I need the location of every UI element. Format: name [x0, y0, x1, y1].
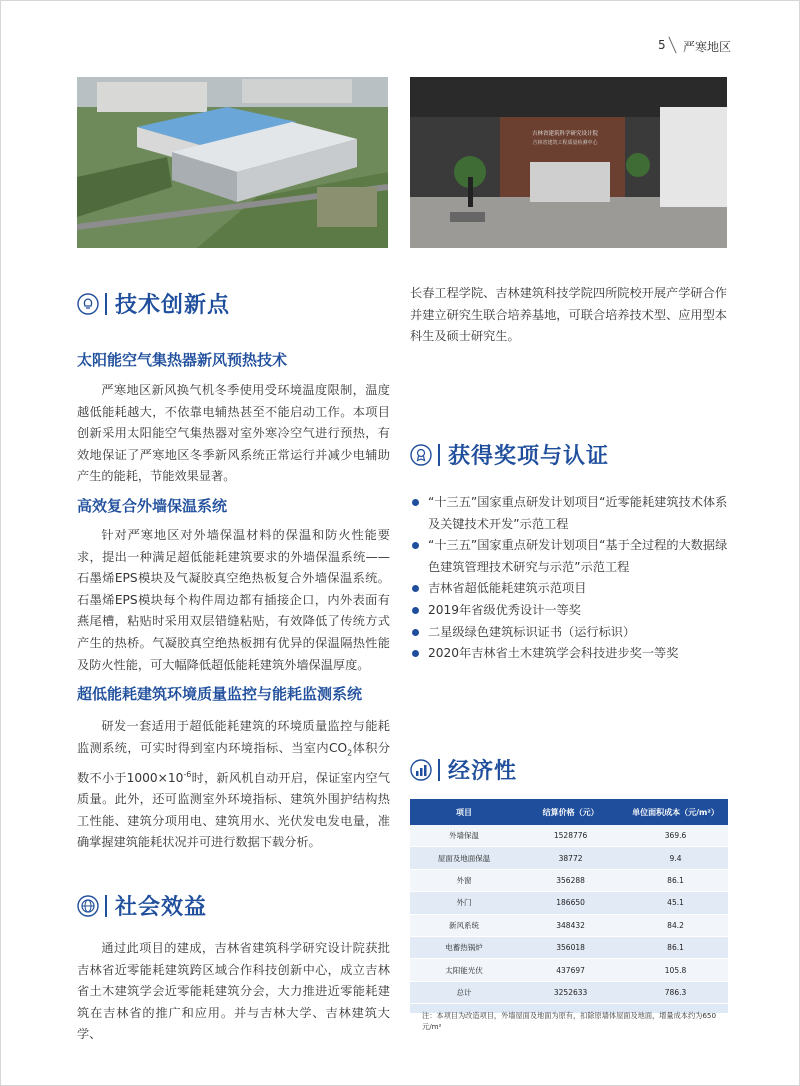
award-item: 二星级绿色建筑标识证书（运行标识）: [410, 622, 730, 644]
table-header-row: [410, 799, 728, 825]
chart-icon: [410, 759, 432, 781]
lobby-photo: [410, 77, 727, 248]
table-row: [410, 981, 728, 1003]
table-cell: 105.8: [623, 959, 728, 981]
wall-paragraph: [77, 525, 390, 676]
heading-bar: [438, 759, 440, 781]
table-cell: 电蓄热锅炉: [410, 936, 518, 958]
awards-list: [410, 492, 730, 665]
table-cell: 186650: [518, 892, 623, 914]
cost-table-panel: [410, 799, 728, 1032]
table-row: [410, 959, 728, 981]
table-row: [410, 869, 728, 891]
table-cell: 3252633: [518, 981, 623, 1003]
award-item: “十三五”国家重点研发计划项目“基于全过程的大数据绿色建筑管理技术研究与示范”示范工程: [410, 535, 730, 578]
table-cell: 84.2: [623, 914, 728, 936]
economy-heading: [410, 754, 517, 785]
table-cell: 356288: [518, 869, 623, 891]
award-item: 2019年省级优秀设计一等奖: [410, 600, 730, 622]
heading-bar: [438, 444, 440, 466]
social-continued-paragraph: [410, 283, 727, 348]
table-header-cell: 单位面积成本（元/m²）: [623, 799, 728, 825]
table-cell: 356018: [518, 936, 623, 958]
globe-icon: [77, 895, 99, 917]
tech-heading: [77, 288, 230, 319]
award-icon: [410, 444, 432, 466]
table-cell: 38772: [518, 847, 623, 869]
social-continued-text: 长春工程学院、吉林建筑科技学院四所院校开展产学研合作并建立研究生联合培养基地，可联合培养技术型、应用型本科生及硕士研究生。: [410, 286, 727, 344]
wall-heading: 高效复合外墙保温系统: [77, 497, 228, 515]
social-paragraph: [77, 938, 390, 1046]
table-cell: 9.4: [623, 847, 728, 869]
table-note: 注：本项目为改造项目，外墙屋面及地面为原有，扣除原墙体屋面及地面，增量成本约为650元/m²: [422, 1011, 717, 1032]
table-cell: 新风系统: [410, 914, 518, 936]
table-cell: 786.3: [623, 981, 728, 1003]
table-cell: 太阳能光伏: [410, 959, 518, 981]
awards-heading: [410, 439, 609, 470]
table-cell: 86.1: [623, 936, 728, 958]
economy-title: 经济性: [448, 759, 518, 784]
table-cell: 外墙保温: [410, 825, 518, 847]
heading-bar: [105, 895, 107, 917]
table-cell: 外窗: [410, 869, 518, 891]
aerial-photo: [77, 77, 388, 248]
award-item: “十三五”国家重点研发计划项目“近零能耗建筑技术体系及关键技术开发”示范工程: [410, 492, 730, 535]
table-cell: 总计: [410, 981, 518, 1003]
solar-text: 严寒地区新风换气机冬季使用受环境温度限制，温度越低能耗越大，不依靠电辅热甚至不能启动工作。本项目创新采用太阳能空气集热器对室外寒冷空气进行预热，有效地保证了严寒地区冬季新风系统正常运行并减少电辅助产生的能耗，节能效果显著。: [77, 383, 390, 484]
lightbulb-icon: [77, 293, 99, 315]
table-cell: 369.6: [623, 825, 728, 847]
monitor-paragraph: [77, 716, 390, 854]
wall-text: 针对严寒地区对外墙保温材料的保温和防火性能要求，提出一种满足超低能耗建筑要求的外墙保温系统——石墨烯EPS模块及气凝胶真空绝热板复合外墙保温系统。石墨烯EPS模块每个构件周边都有插接企口，内外表面有燕尾槽，粘贴时采用双层错缝粘贴，有效降低了传统方式产生的热桥。气凝胶真空绝热板拥有优异的保温隔热性能及防火性能，可大幅降低超低能耗建筑外墙保温厚度。: [77, 528, 390, 672]
heading-bar: [105, 293, 107, 315]
table-cell: 348432: [518, 914, 623, 936]
table-cell: 437697: [518, 959, 623, 981]
award-item: 2020年吉林省土木建筑学会科技进步奖一等奖: [410, 643, 730, 665]
page-number: 5: [658, 38, 666, 52]
table-cell: 86.1: [623, 869, 728, 891]
cost-table: [410, 799, 728, 1004]
table-cell: 1528776: [518, 825, 623, 847]
table-cell: 45.1: [623, 892, 728, 914]
award-item: 吉林省超低能耗建筑示范项目: [410, 578, 730, 600]
social-text: 通过此项目的建成，吉林省建筑科学研究设计院获批吉林省近零能耗建筑跨区域合作科技创新中心，成立吉林省土木建筑学会近零能耗建筑分会，大力推进近零能耗建筑在吉林省的推广和应用。并与吉林大学、吉林建筑大学、: [77, 941, 390, 1042]
solar-paragraph: [77, 380, 390, 488]
lobby-sign-line2: 吉林省建筑工程质量检测中心: [532, 140, 598, 146]
monitor-heading: 超低能耗建筑环境质量监控与能耗监测系统: [77, 685, 363, 703]
social-title: 社会效益: [115, 895, 208, 920]
social-heading: [77, 890, 207, 921]
header-section-name: 严寒地区: [683, 40, 732, 54]
table-row: [410, 825, 728, 847]
monitor-text: 研发一套适用于超低能耗建筑的环境质量监控与能耗监测系统，可实时得到室内环境指标、当室内$CO_2$体积分数不小于$1000\times 10^{-6}$时，新风机自动开启，保证室内空气质量。此外，还可监测室外环境指标、建筑外围护结构热工性能、建筑分项用电、建筑用水、光伏发电发电量，准确掌握建筑能耗状况并可进行数据下载分析。: [77, 719, 391, 850]
table-header-cell: 结算价格（元）: [518, 799, 623, 825]
table-header-cell: 项目: [410, 799, 518, 825]
table-row: [410, 936, 728, 958]
lobby-sign-line1: 吉林省建筑科学研究设计院: [531, 131, 598, 137]
table-row: [410, 847, 728, 869]
awards-title: 获得奖项与认证: [448, 444, 610, 469]
table-cell: 屋面及地面保温: [410, 847, 518, 869]
table-cell: 外门: [410, 892, 518, 914]
tech-title: 技术创新点: [115, 293, 231, 318]
table-row: [410, 914, 728, 936]
solar-heading: 太阳能空气集热器新风预热技术: [77, 351, 288, 369]
table-row: [410, 892, 728, 914]
